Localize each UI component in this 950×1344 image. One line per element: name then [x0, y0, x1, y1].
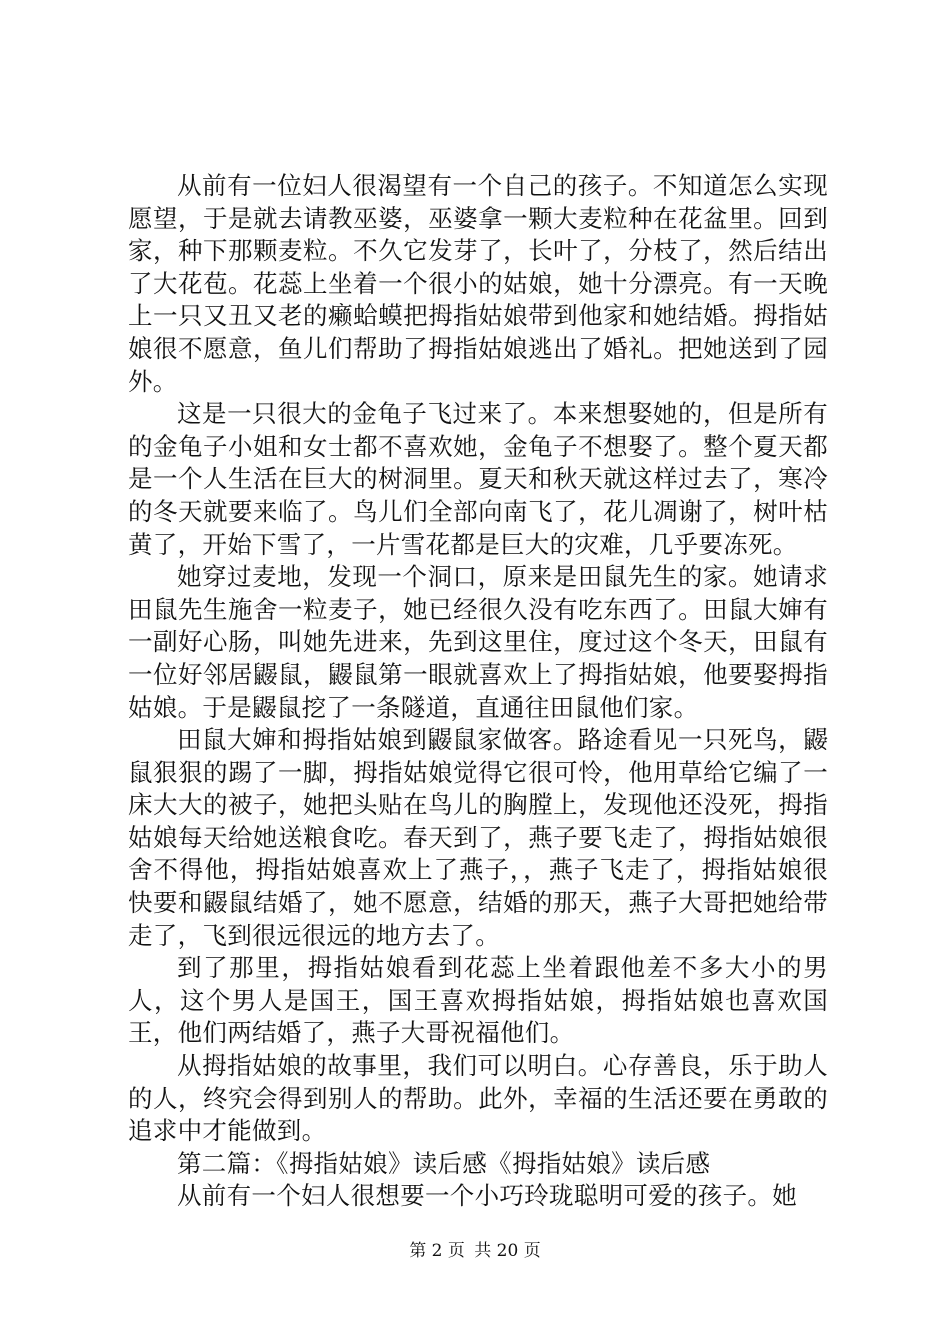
paragraph-4: 田鼠大婶和拇指姑娘到鼹鼠家做客。路途看见一只死鸟，鼹鼠狠狠的踢了一脚，拇指姑娘觉得它很可怜，他用草给它编了一床大大的被子，她把头贴在鸟儿的胸膛上，发现他还没死，拇指姑娘每天给她送粮食吃。春天到了，燕子要飞走了，拇指姑娘很舍不得他，拇指姑娘喜欢上了燕子，，燕子飞走了，拇指姑娘很快要和鼹鼠结婚了，她不愿意，结婚的那天，燕子大哥把她给带走了，飞到很远很远的地方去了。	[128, 725, 828, 950]
document-body	[128, 170, 828, 1213]
paragraph-1: 从前有一位妇人很渴望有一个自己的孩子。不知道怎么实现愿望，于是就去请教巫婆，巫婆拿一颗大麦粒种在花盆里。回到家，种下那颗麦粒。不久它发芽了，长叶了，分枝了，然后结出了大花苞。花蕊上坐着一个很小的姑娘，她十分漂亮。有一天晚上一只又丑又老的癞蛤蟆把拇指姑娘带到他家和她结婚。拇指姑娘很不愿意，鱼儿们帮助了拇指姑娘逃出了婚礼。把她送到了园外。	[128, 171, 828, 396]
section-heading: 第二篇：《拇指姑娘》读后感《拇指姑娘》读后感	[177, 1148, 711, 1178]
paragraph-2: 这是一只很大的金龟子飞过来了。本来想娶她的，但是所有的金龟子小姐和女士都不喜欢她，金龟子不想娶了。整个夏天都是一个人生活在巨大的树洞里。夏天和秋天就这样过去了，寒冷的冬天就要来临了。鸟儿们全部向南飞了，花儿凋谢了，树叶枯黄了，开始下雪了，一片雪花都是巨大的灾难，几乎要冻死。	[128, 399, 828, 559]
paragraph-6: 从拇指姑娘的故事里，我们可以明白。心存善良，乐于助人的人，终究会得到别人的帮助。此外，幸福的生活还要在勇敢的追求中才能做到。	[128, 1051, 828, 1146]
page-number: 第 2 页	[409, 1241, 465, 1261]
page-footer	[0, 1240, 950, 1262]
paragraph-3: 她穿过麦地，发现一个洞口，原来是田鼠先生的家。她请求田鼠先生施舍一粒麦子，她已经很久没有吃东西了。田鼠大婶有一副好心肠，叫她先进来，先到这里住，度过这个冬天，田鼠有一位好邻居鼹鼠，鼹鼠第一眼就喜欢上了拇指姑娘，他要娶拇指姑娘。于是鼹鼠挖了一条隧道，直通往田鼠他们家。	[128, 562, 828, 722]
page-total: 共 20 页	[474, 1241, 541, 1261]
paragraph-7: 从前有一个妇人很想要一个小巧玲珑聪明可爱的孩子。她	[177, 1181, 797, 1211]
paragraph-5: 到了那里，拇指姑娘看到花蕊上坐着跟他差不多大小的男人，这个男人是国王，国王喜欢拇指姑娘，拇指姑娘也喜欢国王，他们两结婚了，燕子大哥祝福他们。	[128, 953, 828, 1048]
